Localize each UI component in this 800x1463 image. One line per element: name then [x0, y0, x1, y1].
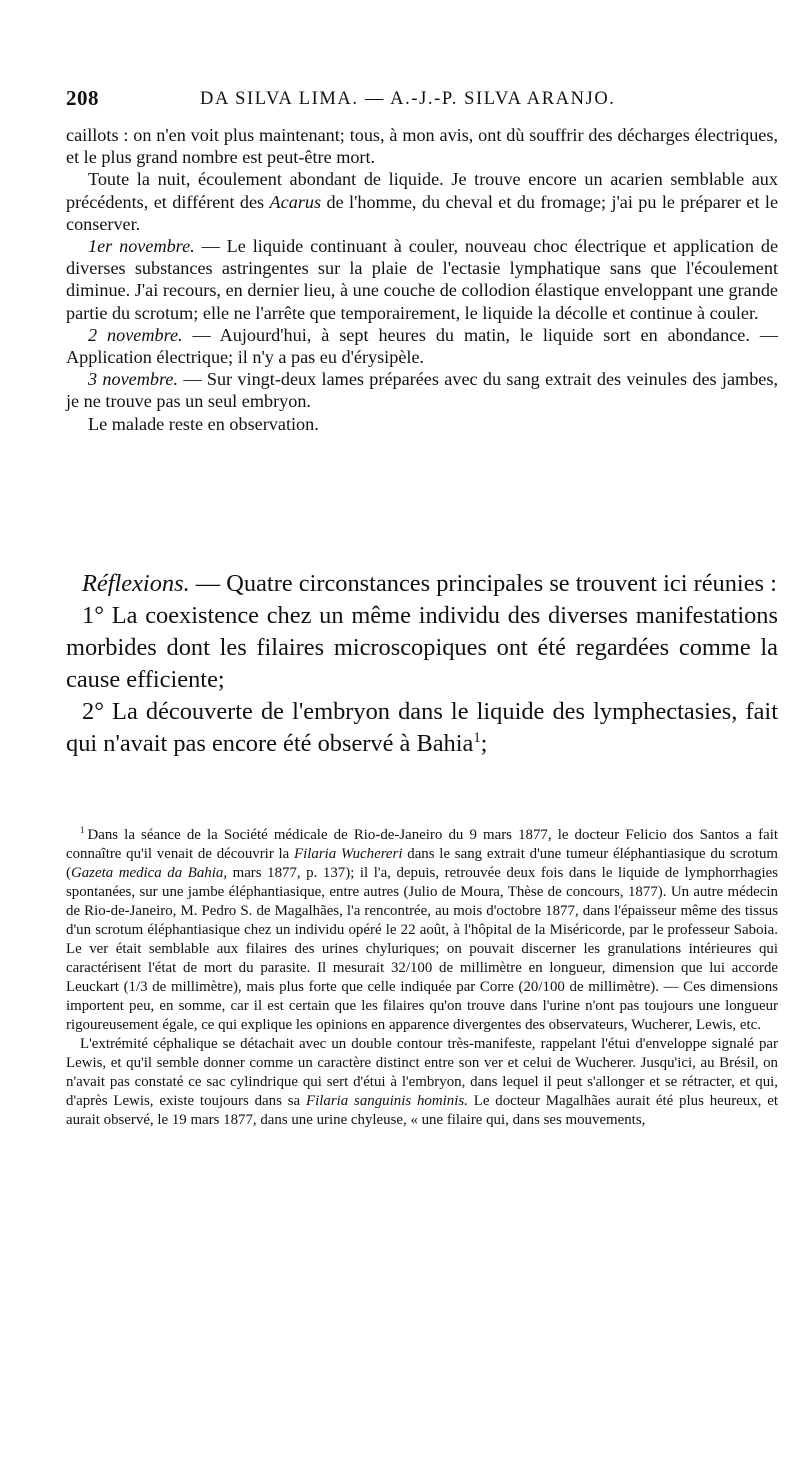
reflexions-intro: Réflexions. — Quatre circonstances principales se trouvent ici réunies : — [82, 570, 777, 597]
footnote-paragraph-2: L'extrémité céphalique se détachait avec un double contour très-manifeste, rappelant l'étui d'enveloppe signalé par Lewis, et qu'il semble donner comme un caractère distinct entre son ver et celui de Wucherer. Jusqu'ici, au Brésil, on n'avait pas constaté ce sac cylindrique qui sert d'étui à l'embryon, dans lequel il peut s'allonger et se rétracter, et qui, d'après Lewis, existe toujours dans sa Filaria sanguinis hominis. Le docteur Magalhães aurait été plus heureux, et aurait observé, le 19 mars 1877, dans une urine chyleuse, « une filaire qui, dans ses mouvements, — [66, 1036, 778, 1128]
paragraph-1-novembre: 1er novembre. — Le liquide continuant à couler, nouveau choc électrique et application de diverses substances astringentes sur la plaie de l'ectasie lymphatique sans que l'écoulement diminue. J'ai recours, en dernier lieu, à une couche de collodion élastique enveloppant une grande partie du scrotum; elle ne l'arrête que temporairement, le liquide la décolle et continue à couler. — [66, 236, 779, 323]
paragraph-nuit: Toute la nuit, écoulement abondant de liquide. Je trouve encore un acarien semblable aux précédents, et différent des Acarus de l'homme, du cheval et du fromage; j'ai pu le préparer et le conserver. — [66, 169, 779, 234]
footnote-paragraph-1: $^1$ Dans la séance de la Société médicale de Rio-de-Janeiro du 9 mars 1877, le docteur Felicio dos Santos a fait connaître qu'il venait de découvrir la Filaria Wuchereri dans le sang extrait d'une tumeur éléphantiasique du scrotum (Gazeta medica da Bahia, mars 1877, p. 137); il l'a, depuis, retrouvée deux fois dans le liquide de lymphorrhagies spontanées, sur une jambe éléphantiasique, entre autres (Julio de Moura, Thèse de concours, 1877). Un autre médecin de Rio-de-Janeiro, M. Pedro S. de Magalhães, l'a rencontrée, au mois d'octobre 1877, dans l'épaisseur même des tissus d'un scrotum éléphantiasique chez un individu opéré le 22 août, à l'hôpital de la Miséricorde, par le professeur Saboia. Le ver était semblable aux filaires des urines chyluriques; on pouvait discerner les granulations intérieures qui caractérisent l'état de mort du parasite. Il mesurait 32/100 de millimètre en longueur, dimension que lui accorde Leuckart (1/3 de millimètre), mais plus forte que celle indiquée par Corre (20/100 de millimètre). — Ces dimensions importent peu, en somme, car il est certain que les filaires qu'on trouve dans l'urine n'ont pas toujours une longueur rigoureusement égale, ce qui explique les opinions en apparence divergentes des observateurs, Wucherer, Lewis, etc. — [66, 825, 778, 1033]
journal-title: Gazeta medica da Bahia, — [70, 865, 228, 881]
footnote-reference: 1 — [473, 729, 481, 746]
page-header — [66, 86, 778, 116]
paragraph-caillots: caillots : on n'en voit plus maintenant; tous, à mon avis, ont dù souffrir des décharges électriques, et le plus grand nombre est peut-être mort. — [66, 125, 778, 168]
running-head: DA SILVA LIMA. — A.-J.-P. SILVA ARANJO. — [200, 89, 616, 109]
paragraph-3-novembre: 3 novembre. — Sur vingt-deux lames préparées avec du sang extrait des veinules des jambes, je ne trouve pas un seul embryon. — [66, 369, 778, 412]
reflexions-title: Réflexions. — [82, 570, 190, 597]
observation-text — [66, 124, 778, 435]
reflexions-point-1: 1° La coexistence chez un même individu des diverses manifestations morbides dont les filaires microscopiques ont été regardées comme la cause efficiente; — [66, 602, 778, 693]
term-filaria-sanguinis: Filaria sanguinis hominis. — [306, 1093, 468, 1109]
term-filaria-wuchereri: Filaria Wuchereri — [294, 846, 403, 862]
footnote — [66, 826, 778, 1130]
footnote-marker: 1 — [80, 825, 85, 836]
page-number: 208 — [66, 86, 99, 110]
reflexions-point-2: 2° La découverte de l'embryon dans le liquide des lymphectasies, fait qui n'avait pas encore été observé à Bahia$^1$; — [66, 698, 778, 757]
date-2-novembre: 2 novembre. — [88, 324, 183, 345]
paragraph-2-novembre: 2 novembre. — Aujourd'hui, à sept heures du matin, le liquide sort en abondance. — Application électrique; il n'y a pas eu d'érysipèle. — [66, 324, 779, 368]
date-1-novembre: 1er novembre. — [88, 236, 195, 257]
paragraph-malade: Le malade reste en observation. — [88, 413, 319, 434]
date-3-novembre: 3 novembre. — [88, 369, 178, 390]
term-acarus: Acarus — [269, 191, 322, 212]
reflexions-section — [66, 568, 778, 760]
